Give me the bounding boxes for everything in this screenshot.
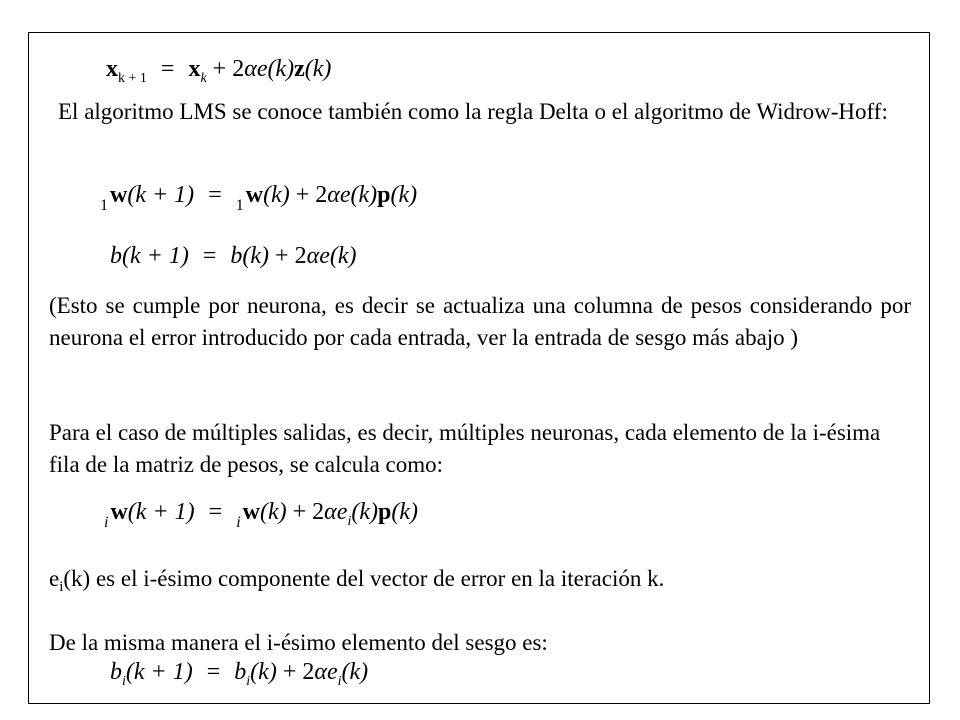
error-subscript: i (59, 579, 64, 595)
slide-frame (28, 32, 930, 704)
paragraph-per-neuron: (Esto se cumple por neurona, es decir se actualiza una columna de pesos considerando por neurona el error introducido por cada entrada, ver la entrada de sesgo más abajo ) (49, 293, 911, 350)
paragraph-error-component (49, 563, 911, 598)
formula-xk-update: $x_{k + 1} = x_k + 2\alpha e(k)z(k)$ (106, 56, 332, 86)
paragraph-bias-element: De la misma manera el i-ésimo elemento del sesgo es: (49, 630, 548, 655)
formula-bi-update: $b_i(k + 1) = b_i(k) + 2\alpha e_i(k)$ (110, 659, 369, 689)
formula-wi-update: $_iw(k + 1) = _iw(k) + 2\alpha e_i(k)p(k)$ (104, 499, 418, 531)
paragraph-multiple-outputs: Para el caso de múltiples salidas, es decir, múltiples neuronas, cada elemento de la i-ésima fila de la matriz de pesos, se calcula como: (49, 420, 881, 477)
error-description: (k) es el i-ésimo componente del vector de error en la iteración k. (63, 566, 665, 591)
formula-w1-update: $_1$w(k + 1) = $_1$w(k) + 2αe(k)p(k) (100, 182, 418, 214)
formula-b-update: b(k + 1) = b(k) + 2αe(k) (110, 243, 357, 269)
error-symbol: e (49, 566, 60, 591)
paragraph-lms-intro: El algoritmo LMS se conoce también como la regla Delta o el algoritmo de Widrow-Hoff: (58, 99, 888, 124)
